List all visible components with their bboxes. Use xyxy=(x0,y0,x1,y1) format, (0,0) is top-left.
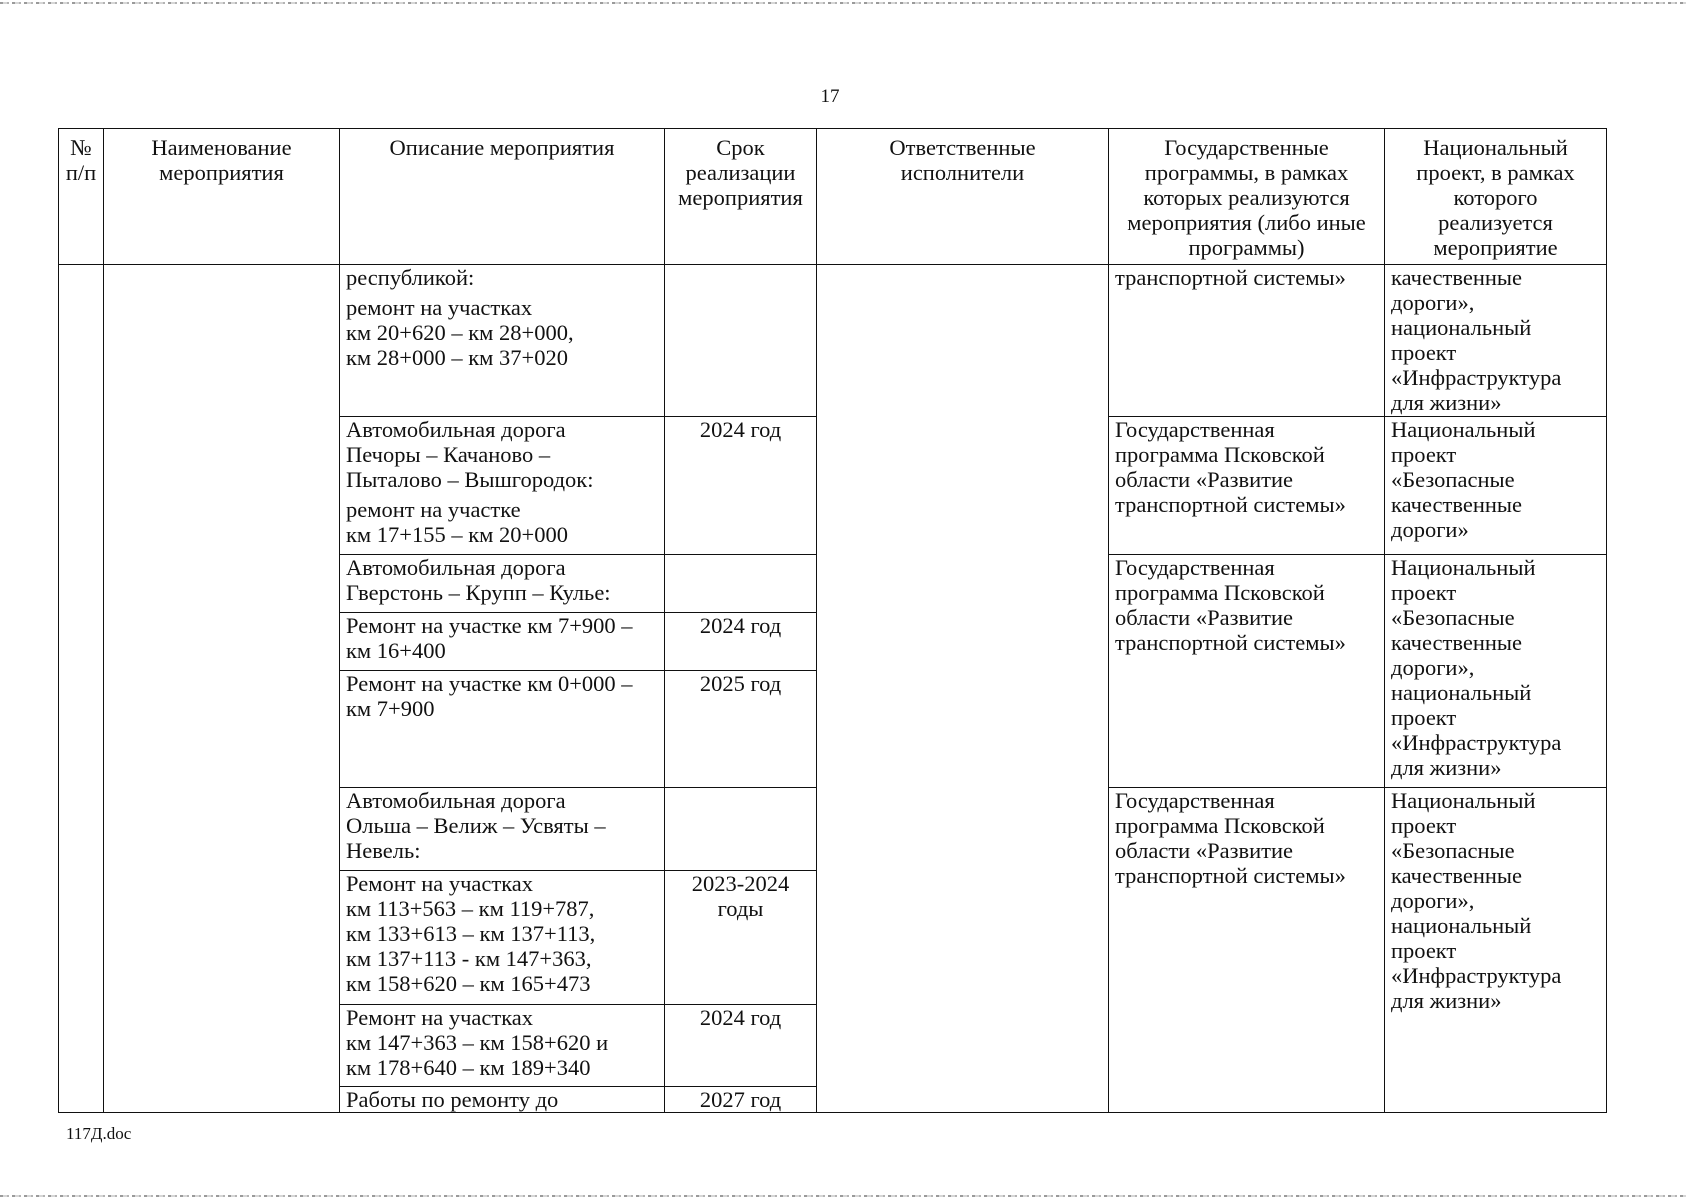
cell-term: 2025 год xyxy=(665,671,817,788)
description-text: республикой: xyxy=(346,265,475,290)
page-number: 17 xyxy=(820,86,840,107)
cell-description: Автомобильная дорога Ольша – Велиж – Усвяты – Невель: xyxy=(340,788,665,871)
footer-file-name: 117Д.doc xyxy=(66,1124,132,1143)
scan-edge-top xyxy=(0,2,1686,4)
scan-edge-bottom xyxy=(0,1195,1686,1197)
cell-term xyxy=(665,788,817,871)
cell-term xyxy=(665,555,817,613)
header-term: Срок реализации мероприятия xyxy=(665,129,817,265)
description-text: Автомобильная дорога Печоры – Качаново – Пыталово – Вышгородок: xyxy=(346,417,594,492)
cell-description: Работы по ремонту до xyxy=(340,1087,665,1113)
cell-national-project: качественные дороги», национальный проект «Инфраструктура для жизни» xyxy=(1385,265,1607,417)
header-num: № п/п xyxy=(59,129,104,265)
cell-term: 2023-2024 годы xyxy=(665,871,817,1005)
cell-term: 2024 год xyxy=(665,613,817,671)
cell-national-project: Национальный проект «Безопасные качественные дороги» xyxy=(1385,417,1607,555)
header-state-programs: Государственные программы, в рамках которых реализуются мероприятия (либо иные программы) xyxy=(1109,129,1385,265)
header-executors: Ответственные исполнители xyxy=(817,129,1109,265)
cell-description: Ремонт на участках км 113+563 – км 119+787, км 133+613 – км 137+113, км 137+113 - км 147+363, км 158+620 – км 165+473 xyxy=(340,871,665,1005)
cell-state-program: Государственная программа Псковской области «Развитие транспортной системы» xyxy=(1109,555,1385,788)
description-text: ремонт на участке км 17+155 – км 20+000 xyxy=(346,497,568,547)
cell-description: Ремонт на участке км 0+000 – км 7+900 xyxy=(340,671,665,788)
header-national-project: Национальный проект, в рамках которого реализуется мероприятие xyxy=(1385,129,1607,265)
cell-term: 2024 год xyxy=(665,417,817,555)
table-header-row xyxy=(59,129,1607,265)
cell-description: Автомобильная дорога Гверстонь – Крупп – Кулье: xyxy=(340,555,665,613)
cell-description xyxy=(340,417,665,555)
cell-state-program: транспортной системы» xyxy=(1109,265,1385,417)
cell-name xyxy=(104,265,340,1113)
cell-national-project: Национальный проект «Безопасные качественные дороги», национальный проект «Инфраструктура для жизни» xyxy=(1385,788,1607,1113)
cell-state-program: Государственная программа Псковской области «Развитие транспортной системы» xyxy=(1109,417,1385,555)
cell-term xyxy=(665,265,817,417)
cell-term: 2027 год xyxy=(665,1087,817,1113)
cell-description: Ремонт на участках км 147+363 – км 158+620 и км 178+640 – км 189+340 xyxy=(340,1005,665,1087)
cell-national-project: Национальный проект «Безопасные качественные дороги», национальный проект «Инфраструктура для жизни» xyxy=(1385,555,1607,788)
cell-num xyxy=(59,265,104,1113)
measures-table xyxy=(58,128,1607,1113)
header-description: Описание мероприятия xyxy=(340,129,665,265)
cell-term: 2024 год xyxy=(665,1005,817,1087)
cell-executors xyxy=(817,265,1109,1113)
cell-description: Ремонт на участке км 7+900 – км 16+400 xyxy=(340,613,665,671)
description-text: ремонт на участках км 20+620 – км 28+000, км 28+000 – км 37+020 xyxy=(346,295,574,370)
cell-state-program: Государственная программа Псковской области «Развитие транспортной системы» xyxy=(1109,788,1385,1113)
cell-description xyxy=(340,265,665,417)
header-name: Наименование мероприятия xyxy=(104,129,340,265)
table-row xyxy=(59,265,1607,417)
